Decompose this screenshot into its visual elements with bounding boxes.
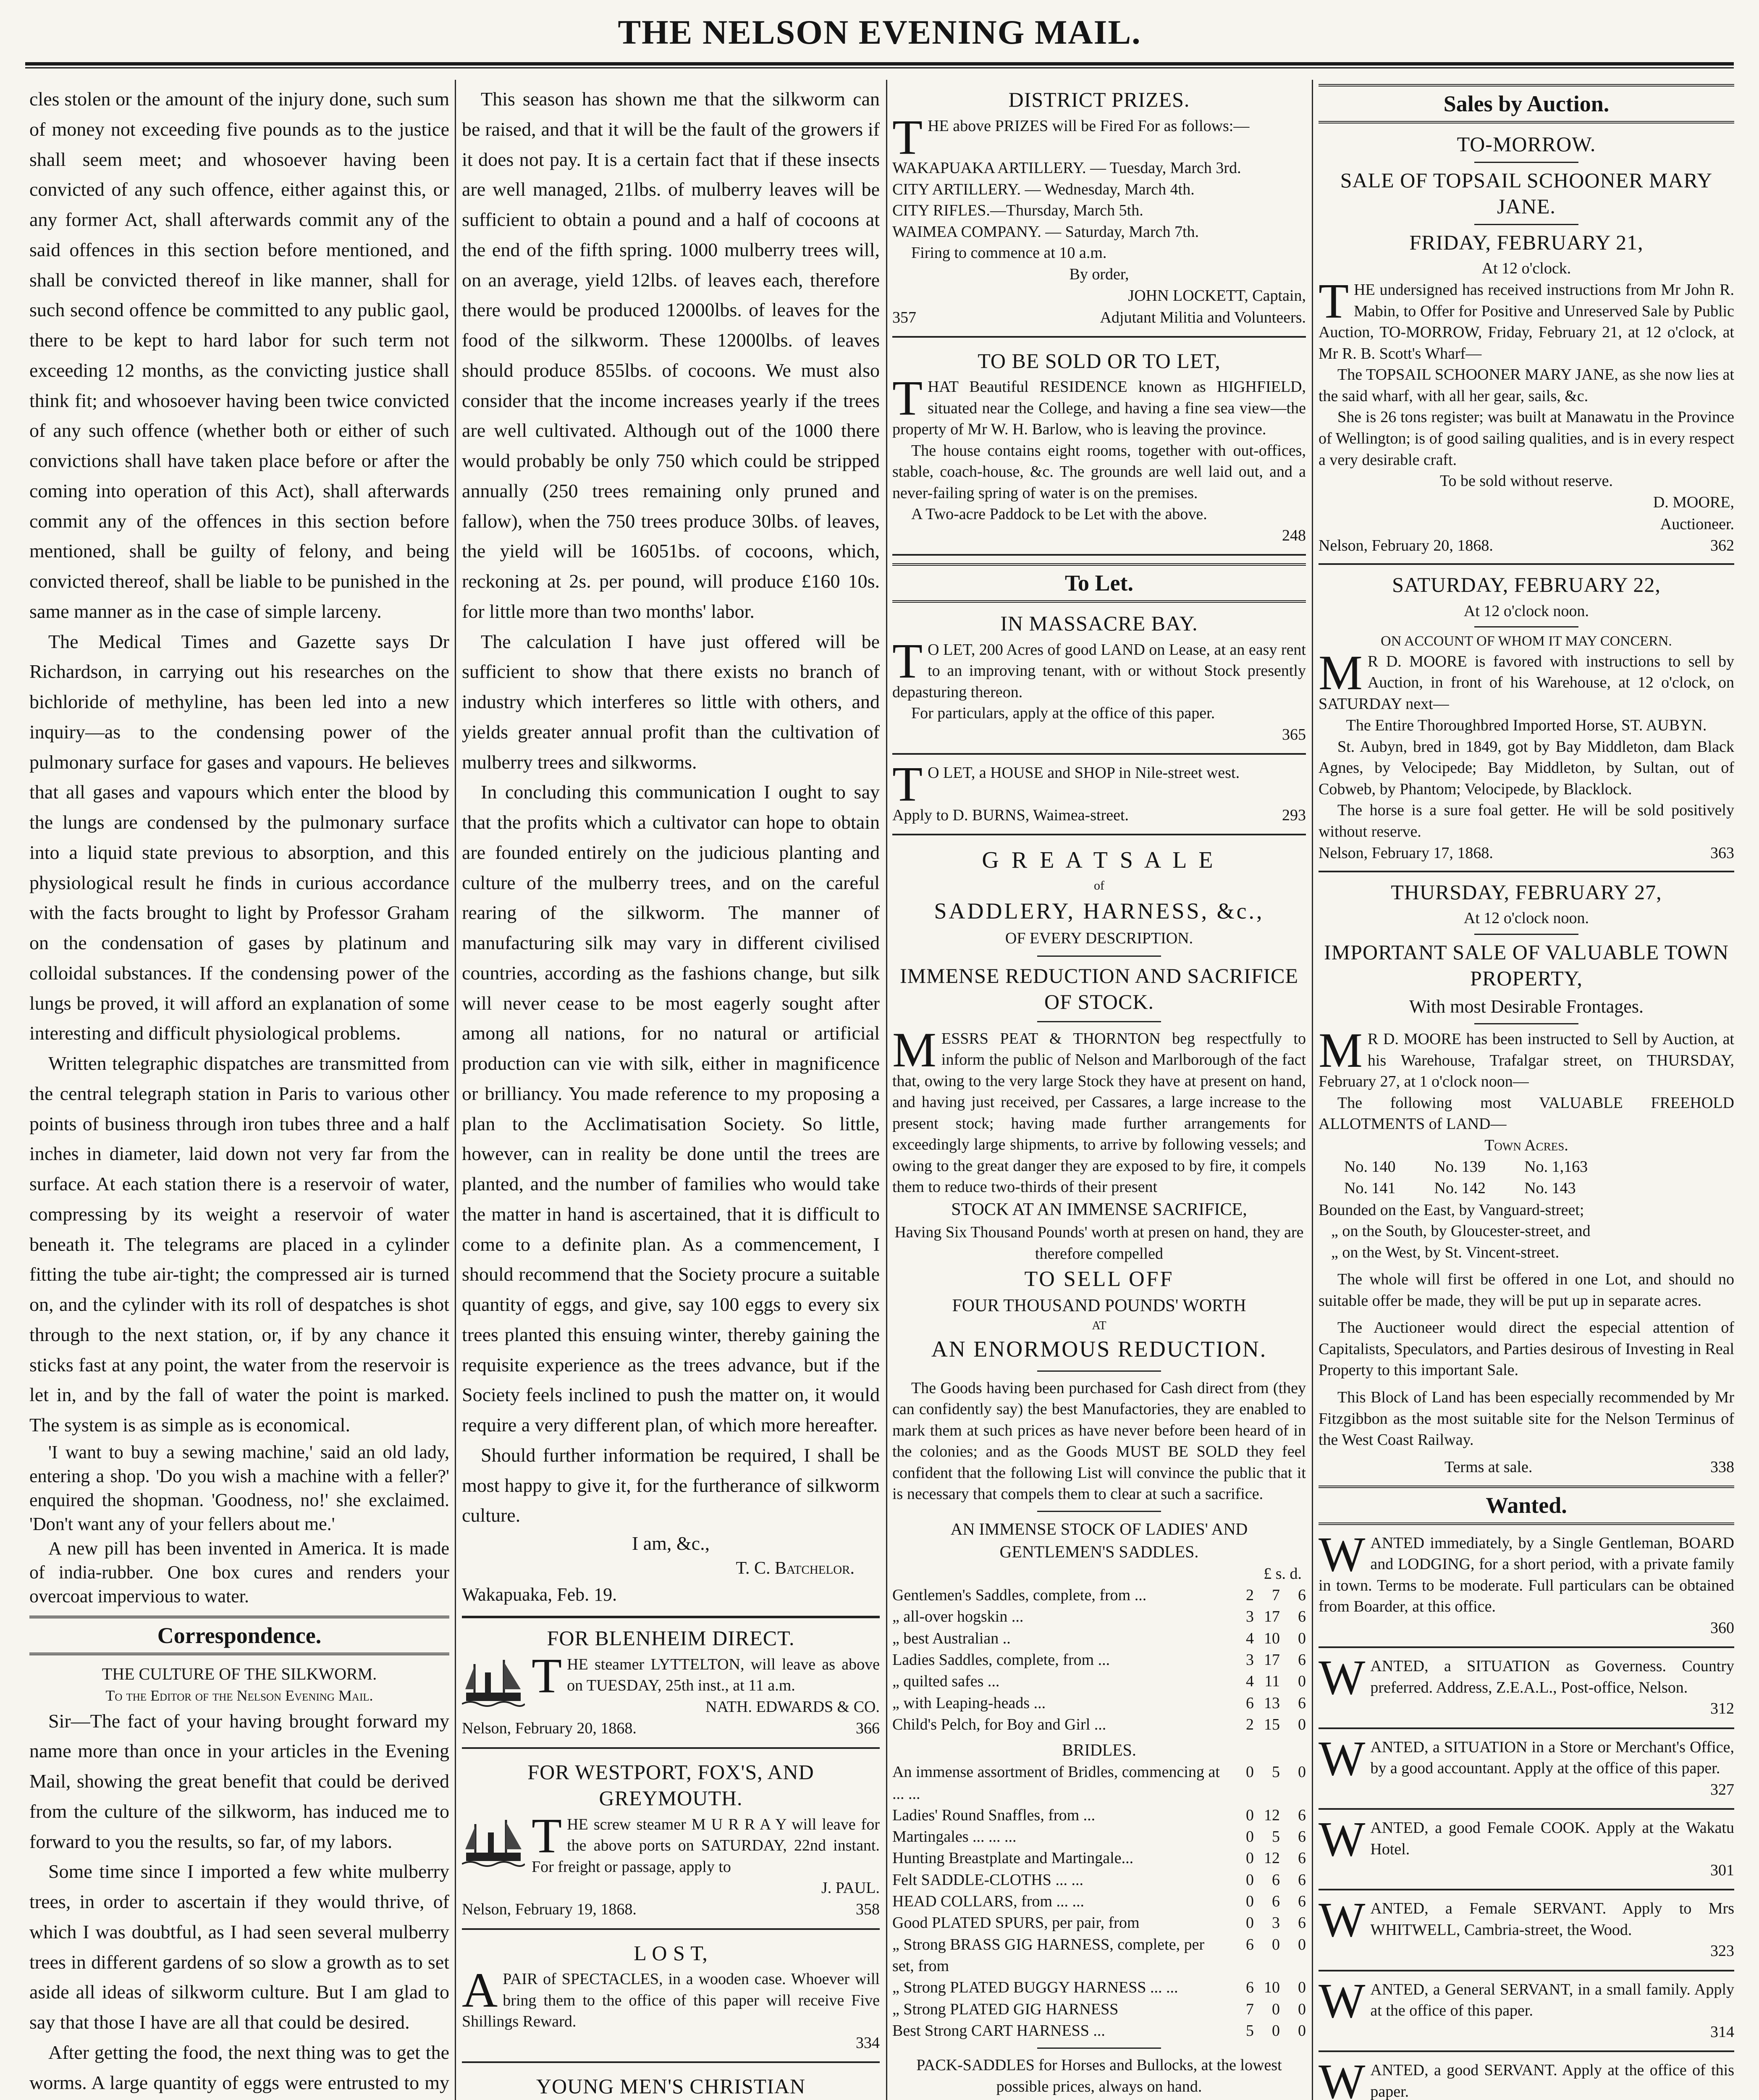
price-shillings: 7 — [1272, 1586, 1280, 1604]
newspaper-title: THE NELSON EVENING MAIL. — [618, 13, 1141, 51]
price-shillings: 10 — [1264, 1979, 1280, 1997]
price-shillings: 5 — [1272, 1828, 1280, 1846]
ad-line: CITY RIFLES.—Thursday, March 5th. — [892, 202, 1143, 220]
price-pence: 0 — [1298, 2021, 1306, 2040]
ad-residence: TO BE SOLD OR TO LET, T HAT Beautiful RESIDENCE known as HIGHFIELD, situated near the College, and having a fine sea view—the property of Mr W. H. Barlow, who is leaving the province. The house contains eight rooms, together with out-offices, stable, coach-house, &c. The grounds are well laid out, and a never-failing spring of water is on the premises. A Two-acre Paddock to be Let with the above. 248 — [892, 338, 1306, 556]
auction-body: The horse is a sure foal getter. He will be sold positively without reserve. — [1319, 801, 1734, 840]
auction-body: The following most VALUABLE FREEHOLD ALLOTMENTS of LAND— — [1319, 1094, 1734, 1133]
article-paragraph: Written telegraphic dispatches are transmitted from the central telegraph station in Paris to various other points of business through iron tubes three and a half inches in diameter, laid down not very far from the surface. At each station there is a reservoir of water, compressing by its weight a reservoir of water beneath it. The telegrams are placed in a cylinder fitting the tube air-tight; the compressed air is turned on, and the cylinder with its roll of despatches is shot through to the next station, or, if by any chance it sticks fast at any point, the water from the reservoir is let in, and by the fall of water the point is marked. The system is as simple as is economical. — [29, 1053, 449, 1436]
price-header: £ s. d. — [1264, 1564, 1302, 1583]
bridles-price-list — [892, 1761, 1306, 2042]
column-rule — [886, 80, 887, 2100]
auction-body: The whole will first be offered in one Lot, and should no suitable offer be made, they will be put up in separate acres. — [1319, 1270, 1734, 1310]
ad-number: 338 — [1710, 1458, 1734, 1476]
price-pence: 6 — [1298, 1608, 1306, 1626]
divider — [1037, 1021, 1161, 1022]
drop-cap: W — [1319, 1973, 1366, 2028]
price-row — [892, 1628, 1306, 1649]
ad-body: For particulars, apply at the office of this paper. — [911, 704, 1215, 722]
wanted-ad-body: ANTED immediately, by a Single Gentleman, BOARD and LODGING, for a short period, with a private family in town. Terms to be moderate. Full particulars can be obtained from Boarder, at this office. — [1319, 1534, 1734, 1616]
saddles-price-list — [892, 1585, 1306, 1735]
divider — [1037, 1511, 1161, 1512]
price-row — [892, 1805, 1306, 1826]
ad-lost: L O S T, A PAIR of SPECTACLES, in a wooden case. Whoever will bring them to the office of this paper will receive Five Shillings Reward. 334 — [462, 1930, 880, 2063]
ad-number: 358 — [856, 1900, 880, 1919]
price-item: „ best Australian .. — [892, 1629, 1011, 1647]
price-row — [892, 1585, 1306, 1606]
wanted-ad-body: ANTED, a General SERVANT, in a small family. Apply at the office of this paper. — [1370, 1980, 1734, 2020]
price-pence: 6 — [1298, 1694, 1306, 1712]
auction-body: The TOPSAIL SCHOONER MARY JANE, as she now lies at the said wharf, with all her gear, sails, &c. — [1319, 366, 1734, 405]
price-item: Felt SADDLE-CLOTHS ... ... — [892, 1871, 1083, 1889]
section-rule — [462, 1616, 880, 1618]
wanted-ad-body: ANTED, a good SERVANT. Apply at the office of this paper. — [1370, 2061, 1734, 2100]
ad-heading: SADDLERY, HARNESS, &c., — [934, 898, 1264, 924]
price-shillings: 12 — [1264, 1806, 1280, 1824]
letter-closing: I am, &c., — [632, 1533, 710, 1554]
ad-by-order: By order, — [1069, 265, 1129, 283]
section-heading-wanted: Wanted. — [1319, 1486, 1734, 1525]
ad-subheading: OF EVERY DESCRIPTION. — [1005, 929, 1193, 948]
price-pence: 6 — [1298, 1914, 1306, 1932]
price-pounds: 4 — [1246, 1629, 1254, 1647]
ad-line: Firing to commence at 10 a.m. — [911, 244, 1107, 262]
steamship-icon — [462, 1656, 525, 1710]
price-row — [892, 1977, 1306, 1998]
price-row — [892, 2020, 1306, 2042]
ad-body: HE steamer LYTTELTON, will leave as above on TUESDAY, 25th inst., at 11 a.m. — [567, 1655, 880, 1695]
price-shillings: 0 — [1272, 1935, 1280, 1953]
price-pounds: 3 — [1246, 1608, 1254, 1626]
auction-time: At 12 o'clock noon. — [1463, 909, 1589, 927]
wanted-ad — [1319, 1648, 1734, 1729]
divider — [1474, 934, 1578, 935]
price-pounds: 6 — [1246, 1979, 1254, 1997]
ad-number: 301 — [1710, 1861, 1734, 1880]
auction-subheading: Town Acres. — [1484, 1136, 1568, 1154]
auctioneer-name: D. MOORE, — [1653, 494, 1734, 512]
ad-line: CITY ARTILLERY. — Wednesday, March 4th. — [892, 180, 1195, 198]
auction-body: HE undersigned has received instructions from Mr John R. Mabin, to Offer for Positive and Unreserved Sale by Public Auction, TO-MORROW, Friday, February 21, at 12 o'clock, at Mr R. B. Scott's Wharf— — [1319, 281, 1734, 362]
price-pounds: 2 — [1246, 1715, 1254, 1733]
drop-cap: W — [1319, 2054, 1366, 2100]
ad-number: 312 — [1710, 1700, 1734, 1718]
auction-reserve: To be sold without reserve. — [1439, 472, 1613, 490]
price-pounds: 2 — [1246, 1586, 1254, 1604]
auction-time: At 12 o'clock noon. — [1463, 602, 1589, 620]
divider — [1037, 1370, 1161, 1372]
letter-place-date: Wakapuaka, Feb. 19. — [462, 1584, 617, 1605]
letter-paragraph: Should further information be required, I shall be most happy to give it, for the furtherance of silkworm culture. — [462, 1444, 880, 1526]
divider — [1474, 224, 1578, 225]
lot-cell: No. 139 — [1434, 1158, 1486, 1176]
masthead — [0, 0, 1759, 74]
column-1 — [29, 84, 449, 2100]
ad-number: 360 — [1710, 1619, 1734, 1637]
price-shillings: 6 — [1272, 1893, 1280, 1911]
auction-body: This Block of Land has been especially recommended by Mr Fitzgibbon as the most suitable site for the Nelson Terminus of the West Coast Railway. — [1319, 1388, 1734, 1449]
lot-cell: No. 140 — [1344, 1158, 1396, 1176]
price-row — [892, 1891, 1306, 1912]
ad-body: Apply to D. BURNS, Waimea-street. — [892, 806, 1129, 824]
ad-heading: FOR BLENHEIM DIRECT. — [547, 1626, 795, 1650]
price-row — [892, 1999, 1306, 2020]
auction-body: „ on the West, by St. Vincent-street. — [1331, 1243, 1560, 1261]
ad-line: STOCK AT AN IMMENSE SACRIFICE, — [951, 1200, 1247, 1219]
price-shillings: 17 — [1264, 1608, 1280, 1626]
auction-date: SATURDAY, FEBRUARY 22, — [1392, 573, 1661, 597]
price-item: HEAD COLLARS, from ... ... — [892, 1893, 1085, 1911]
auction-body: The Auctioneer would direct the especial attention of Capitalists, Speculators, and Parties desirous of Investing in Real Property to this important Sale. — [1319, 1319, 1734, 1379]
ad-number: 323 — [1710, 1942, 1734, 1960]
ad-line: FOUR THOUSAND POUNDS' WORTH — [952, 1296, 1246, 1316]
masthead-rule — [25, 62, 1734, 66]
wanted-ad — [1319, 1810, 1734, 1890]
auction-title: IMPORTANT SALE OF VALUABLE TOWN PROPERTY, — [1324, 940, 1729, 990]
ad-heading: L O S T, — [634, 1941, 708, 1965]
price-shillings: 6 — [1272, 1871, 1280, 1889]
wanted-ad-body: ANTED, a good Female COOK. Apply at the Wakatu Hotel. — [1370, 1819, 1734, 1858]
letter-paragraph: The calculation I have just offered will be sufficient to show that there exists no branch of industry which interferes so little with others, and yields greater annual profit than the cultivation of mulberry trees and silkworms. — [462, 630, 880, 773]
price-item: An immense assortment of Bridles, commencing at ... ... — [892, 1763, 1220, 1803]
ad-district-prizes: DISTRICT PRIZES. T HE above PRIZES will be Fired For as follows:— WAKAPUAKA ARTILLERY. — Tuesday, March 3rd. CITY ARTILLERY. — Wednesday, March 4th. CITY RIFLES.—Thursday, March 5th. WAIMEA COMPANY. — Saturday, March 7th. Firing to commence at 10 a.m. By order, JOHN LOCKETT, Captain, 357 Adjutant Militia and Volunteers. — [892, 87, 1306, 338]
price-pence: 6 — [1298, 1849, 1306, 1867]
price-shillings: 0 — [1272, 2000, 1280, 2018]
price-row — [892, 1826, 1306, 1848]
price-item: Child's Pelch, for Boy and Girl ... — [892, 1715, 1106, 1733]
drop-cap: W — [1319, 1730, 1366, 1786]
ad-heading: G R E A T S A L E — [982, 847, 1216, 874]
article-paragraph: The Medical Times and Gazette says Dr Richardson, in carrying out his researches on the bichloride of methyline, has been led into a new inquiry—as to the condensing power of the pulmonary surface for gases and vapours. He believes that all gases and vapours which enter the blood by the lungs are condensed by the pulmonary surface into a liquid state previous to absorption, and this physiological result he finds in curious accordance with the facts brought to light by Professor Graham on the condensation of gases by platinum and colloidal substances. If the condensing power of the lungs be proved, it will afford an explanation of some interesting and difficult physiological problems. — [29, 630, 449, 1044]
auction-body: R D. MOORE is favored with instructions to sell by Auction, in front of his Warehouse, at 12 o'clock, on SATURDAY next— — [1319, 652, 1734, 713]
price-pounds: 6 — [1246, 1935, 1254, 1953]
lot-cell: No. 141 — [1344, 1179, 1396, 1197]
drop-cap: W — [1319, 1650, 1366, 1705]
ad-heading: IMMENSE REDUCTION AND SACRIFICE OF STOCK. — [899, 963, 1299, 1014]
ad-of: of — [1094, 879, 1104, 893]
ad-line: WAIMEA COMPANY. — Saturday, March 7th. — [892, 223, 1199, 241]
price-pence: 0 — [1298, 1979, 1306, 1997]
ad-date: Nelson, February 19, 1868. — [462, 1900, 637, 1919]
price-item: „ all-over hogskin ... — [892, 1608, 1024, 1626]
ad-massacre-bay: IN MASSACRE BAY. T O LET, 200 Acres of good LAND on Lease, at an easy rent to an improving tenant, with or without Stock presently depasturing thereon. For particulars, apply at the office of this paper. 365 — [892, 610, 1306, 755]
ad-heading: DISTRICT PRIZES. — [1008, 88, 1190, 111]
price-shillings: 12 — [1264, 1849, 1280, 1867]
price-pence: 6 — [1298, 1828, 1306, 1846]
price-pounds: 0 — [1246, 1893, 1254, 1911]
ad-subheading: AN IMMENSE STOCK OF LADIES' AND GENTLEMEN'S SADDLES. — [950, 1519, 1248, 1561]
ad-blenheim: FOR BLENHEIM DIRECT. T HE steamer LYTTELTON, will leave as above on TUESDAY, 25th inst., at 11 a.m. NATH. EDWARDS & CO. Nelson, February 20, 1868. 366 — [462, 1625, 880, 1748]
article-paragraph: cles stolen or the amount of the injury done, such sum of money not exceeding five pounds as to the justice shall seem meet; and whosoever having been convicted of any such offence, either against this, or any former Act, shall afterwards commit any of the said offences in this section before mentioned, and shall be convicted thereof in like manner, shall for such second offence be committed to any public gaol, there to be kept to hard labor for such term not exceeding 12 months, as the convicting justice shall think fit; and whosoever having been twice convicted of any such offence (whether both or either of such convictions shall have taken place before or after the coming into operation of this Act), shall afterwards commit any of the offences in this section before mentioned, shall be guilty of felony, and being convicted thereof, shall be liable to be punished in the same manner as in the case of simple larceny. — [29, 88, 449, 622]
price-pounds: 5 — [1246, 2021, 1254, 2040]
ad-number: 248 — [1282, 527, 1306, 545]
price-item: „ quilted safes ... — [892, 1672, 1000, 1690]
drop-cap: W — [1319, 1526, 1366, 1582]
steamship-icon — [462, 1816, 525, 1870]
price-pence: 6 — [1298, 1651, 1306, 1669]
lot-cell: No. 143 — [1524, 1179, 1576, 1197]
auction-notice-date: Nelson, February 20, 1868. — [1319, 536, 1493, 554]
price-pence: 6 — [1298, 1871, 1306, 1889]
price-pounds: 0 — [1246, 1849, 1254, 1867]
ad-number: 293 — [1282, 806, 1306, 824]
wanted-ad — [1319, 2052, 1734, 2100]
ad-body: A Two-acre Paddock to be Let with the above. — [911, 505, 1207, 523]
price-shillings: 11 — [1264, 1672, 1280, 1690]
ad-heading: YOUNG MEN'S CHRISTIAN — [536, 2074, 806, 2098]
price-item: Best Strong CART HARNESS ... — [892, 2021, 1105, 2040]
anecdote-paragraph: 'I want to buy a sewing machine,' said an old lady, entering a shop. 'Do you wish a machine with a feller?' enquired the shopman. 'Goodness, no!' she exclaimed. 'Don't want any of your fellers about me.' — [29, 1441, 449, 1535]
auction-day: TO-MORROW. — [1457, 132, 1596, 156]
price-item: „ Strong PLATED GIG HARNESS — [892, 2000, 1119, 2018]
price-pounds: 0 — [1246, 1871, 1254, 1889]
ad-number: 366 — [856, 1719, 880, 1738]
letter-addressee: To the Editor of the Nelson Evening Mail. — [105, 1687, 373, 1704]
auction-title: SALE OF TOPSAIL SCHOONER MARY JANE. — [1340, 168, 1713, 218]
ad-body: O LET, a HOUSE and SHOP in Nile-street west. — [928, 764, 1240, 782]
price-pence: 0 — [1298, 1672, 1306, 1690]
column-4: Sales by Auction. TO-MORROW. SALE OF TOPSAIL SCHOONER MARY JANE. FRIDAY, FEBRUARY 21, At 12 o'clock. T HE undersigned has received instructions from Mr John R. Mabin, to Offer for Positive and Unreserved Sale by Public Auction, TO-MORROW, Friday, February 21, at 12 o'clock, at Mr R. B. Scott's Wharf— The TOPSAIL SCHOONER MARY JANE, as she now lies at the said wharf, with all her gear, sails, &c. She is 26 tons register; was built at Manawatu in the Province of Wellington; is of good sailing qualities, and is in every respect a very desirable craft. To be sold without reserve. D. MOORE, Auctioneer. Nelson, February 20, 1868. 362 SATURDAY, FEBRUARY 22, At 12 o'clock noon. ON ACCOUNT OF WHOM IT MAY CONCERN. M R D. MOORE is favored with instructions to sell by Auction, in front of his Warehouse, at 12 o'clock, on SATURDAY next— The Entire Thoroughbred Imported Horse, ST. AUBYN. St. Aubyn, bred in 1849, got by Bay Middleton, dam Black Agnes, by Velocipede; Bay Middleton, by Sultan, out of Cobweb, by Phantom; Velocipede, by Blacklock. The horse is a sure foal getter. He will be sold positively without reserve. Nelson, February 17, 1868. 363 THURSDAY, FEBRUARY 27, At 12 o'clock noon. IMPORTANT SALE OF VALUABLE TOWN PROPERTY, With most Desirable Frontages. M R D. MOORE has been instructed to Sell by Auction, at his Warehouse, Trafalgar street, on THURSDAY, February 27, at 1 o'clock noon— The following most VALUABLE FREEHOLD ALLOTMENTS of LAND— Town Acres. No. 140 No. 139 No. 1,163 No. 141 No. 142 No. 143 Bounded on the East, by Vanguard-street; „ on the South, by Gloucester-street, and „ on the West, by St. Vincent-street. The whole will first be offered in one Lot, and should no suitable offer be made, they will be put up in separate acres. The Auctioneer would direct the especial attention of Capitalists, Speculators, and Parties desirous of Investing in Real Property to this important Sale. This Block of Land has been especially recommended by Mr Fitzgibbon as the most suitable site for the Nelson Terminus of the West Coast Railway. Terms at sale. 338 Wanted. W ANTED immediately, by a Single Gentleman, BOARD and LODGING, for a short period, with a private family in town. Terms to be moderate. Full particulars can be obtained from Boarder, at this office. 360 W ANTED, a SITUATION as Governess. Country preferred. Address, Z.E.A.L., Post-office, Nelson. 312 W ANTED, a SITUATION in a Store or Merchant's Office, by a good accountant. Apply at the office of this paper. 327 W ANTED, a good Female COOK. Apply at the Wakatu Hotel. 301 W ANTED, a Female SERVANT. Apply to Mrs WHITWELL, Cambria-street, the Wood. 323 W ANTED, a General SERVANT, in a small family. Apply at the office of this paper. 314 W ANTED, a good SERVANT. Apply at the office of this paper. — [1319, 84, 1734, 2100]
ad-subheading: BRIDLES. — [1062, 1740, 1136, 1760]
anecdote-paragraph: A new pill has been invented in America. It is made of india-rubber. One box cures and renders your overcoat impervious to water. — [29, 1538, 449, 1606]
ad-number: 357 — [892, 308, 916, 326]
price-row — [892, 1869, 1306, 1891]
price-pence: 6 — [1298, 1806, 1306, 1824]
wanted-ad — [1319, 1729, 1734, 1810]
ad-body: O LET, 200 Acres of good LAND on Lease, at an easy rent to an improving tenant, with or without Stock presently depasturing thereon. — [892, 640, 1306, 701]
divider — [1037, 956, 1161, 957]
price-pence: 0 — [1298, 1935, 1306, 1953]
auction-date: THURSDAY, FEBRUARY 27, — [1391, 880, 1662, 904]
price-row — [892, 1693, 1306, 1714]
ad-heading: FOR WESTPORT, FOX'S, AND GREYMOUTH. — [527, 1760, 814, 1810]
auction-date: FRIDAY, FEBRUARY 21, — [1409, 230, 1644, 254]
letter-title: THE CULTURE OF THE SILKWORM. — [102, 1664, 377, 1684]
price-pounds: 6 — [1246, 1694, 1254, 1712]
price-item: Good PLATED SPURS, per pair, from — [892, 1914, 1140, 1932]
auction-body: R D. MOORE has been instructed to Sell by Auction, at his Warehouse, Trafalgar street, on THURSDAY, February 27, at 1 o'clock noon— — [1319, 1030, 1734, 1091]
auctioneer-role: Auctioneer. — [1660, 515, 1734, 533]
ad-number: 327 — [1710, 1780, 1734, 1798]
price-shillings: 17 — [1264, 1651, 1280, 1669]
price-pounds: 4 — [1246, 1672, 1254, 1690]
auction-body: The Entire Thoroughbred Imported Horse, ST. AUBYN. — [1346, 716, 1707, 734]
wanted-ad-body: ANTED, a SITUATION in a Store or Merchant's Office, by a good accountant. Apply at the office of this paper. — [1370, 1738, 1734, 1777]
column-rule — [1312, 80, 1313, 2100]
price-item: Hunting Breastplate and Martingale... — [892, 1849, 1134, 1867]
price-shillings: 10 — [1264, 1629, 1280, 1647]
price-item: „ Strong PLATED BUGGY HARNESS ... ... — [892, 1979, 1178, 1997]
lot-cell: No. 1,163 — [1524, 1158, 1588, 1176]
divider — [1319, 871, 1734, 872]
price-pence: 0 — [1298, 1629, 1306, 1647]
price-item: „ with Leaping-heads ... — [892, 1694, 1046, 1712]
ad-body: HE screw steamer M U R R A Y will leave for the above ports on SATURDAY, 22nd instant. For freight or passage, apply to — [532, 1815, 880, 1876]
wanted-ad — [1319, 1890, 1734, 1971]
price-item: Gentlemen's Saddles, complete, from ... — [892, 1586, 1147, 1604]
auction-account: ON ACCOUNT OF WHOM IT MAY CONCERN. — [1381, 633, 1672, 649]
price-row — [892, 1934, 1306, 1977]
section-heading-to-let: To Let. — [892, 563, 1306, 603]
price-pence: 0 — [1298, 1715, 1306, 1733]
price-row — [892, 1606, 1306, 1628]
divider — [1319, 563, 1734, 565]
letter-paragraph: Some time since I imported a few white mulberry trees, in order to ascertain if they would thrive, of which I was doubtful, as I had seen several mulberry trees in different gardens of so slow a growth as to set aside all ideas of silkworm culture. But I am glad to say that those I have are all that could be desired. — [29, 1861, 449, 2033]
wanted-ad-body: ANTED, a Female SERVANT. Apply to Mrs WHITWELL, Cambria-street, the Wood. — [1370, 1900, 1734, 1939]
ad-line: WAKAPUAKA ARTILLERY. — Tuesday, March 3rd. — [892, 159, 1241, 177]
ad-line: AT — [1092, 1319, 1106, 1332]
ad-line: AN ENORMOUS REDUCTION. — [931, 1336, 1267, 1362]
wanted-ad — [1319, 1971, 1734, 2052]
auction-subtitle: With most Desirable Frontages. — [1409, 996, 1644, 1017]
ad-body: HAT Beautiful RESIDENCE known as HIGHFIELD, situated near the College, and having a fine sea view—the property of Mr W. H. Barlow, who is leaving the province. — [892, 378, 1306, 438]
price-pounds: 0 — [1246, 1806, 1254, 1824]
price-pence: 0 — [1298, 1763, 1306, 1781]
auction-notice-date: Nelson, February 17, 1868. — [1319, 844, 1493, 862]
column-rule — [455, 80, 456, 2100]
divider — [1037, 2048, 1161, 2049]
drop-cap: W — [1319, 1811, 1366, 1866]
divider — [1474, 626, 1578, 627]
price-item: Ladies' Round Snaffles, from ... — [892, 1806, 1096, 1824]
ad-body: The Goods having been purchased for Cash direct from (they can confidently say) the best Manufactories, they are enabled to mark them at such prices as have never before been heard of in the colonies; and as the Goods MUST BE SOLD they feel confident that the following List will convince the public that it is necessary that compels them to clear at such a sacrifice. — [892, 1379, 1306, 1503]
ad-ymca — [462, 2063, 880, 2100]
ad-house-shop: T O LET, a HOUSE and SHOP in Nile-street west. Apply to D. BURNS, Waimea-street. 293 — [892, 755, 1306, 835]
auction-body: St. Aubyn, bred in 1849, got by Bay Middleton, dam Black Agnes, by Velocipede; Bay Middleton, by Sultan, out of Cobweb, by Phantom; Velocipede, by Blacklock. — [1319, 738, 1734, 798]
auction-body: She is 26 tons register; was built at Manawatu in the Province of Wellington; is of good sailing qualities, and is in every respect a very desirable craft. — [1319, 408, 1734, 469]
price-item: Martingales ... ... ... — [892, 1828, 1017, 1846]
lot-cell: No. 142 — [1434, 1179, 1486, 1197]
wanted-list — [1319, 1526, 1734, 2100]
ad-number: 362 — [1710, 536, 1734, 554]
ad-body: ESSRS PEAT & THORNTON beg respectfully to inform the public of Nelson and Marlborough of the fact that, owing to the very large Stock they have at present on hand, and having just received, per Cassares, a large increase to the present stock; having made further arrangements for exceedingly large shipments, to arrive by following vessels; and owing to the great danger they are exposed to by fire, it compels them to reduce two-thirds of their present — [892, 1029, 1306, 1196]
wanted-ad-body: ANTED, a SITUATION as Governess. Country preferred. Address, Z.E.A.L., Post-office, Nelson. — [1370, 1657, 1734, 1696]
ad-westport: FOR WESTPORT, FOX'S, AND GREYMOUTH. T HE screw steamer M U R R A Y will leave for the above ports on SATURDAY, 22nd instant. For freight or passage, apply to J. PAUL. Nelson, February 19, 1868. 358 — [462, 1749, 880, 1930]
ad-agent: J. PAUL. — [821, 1879, 880, 1897]
ad-body: The house contains eight rooms, together with out-offices, stable, coach-house, &c. The grounds are well laid out, and a never-failing spring of water is on the premises. — [892, 441, 1306, 502]
section-heading-auction: Sales by Auction. — [1319, 84, 1734, 123]
wanted-ad — [1319, 1526, 1734, 1648]
price-row — [892, 1649, 1306, 1671]
drop-cap: W — [1319, 1892, 1366, 1948]
price-row — [892, 1671, 1306, 1692]
ad-line: TO SELL OFF — [1024, 1267, 1174, 1292]
ad-line: Having Six Thousand Pounds' worth at presen on hand, they are therefore compelled — [894, 1223, 1304, 1263]
letter-paragraph: After getting the food, the next thing was to get the worms. A large quantity of eggs were entrusted to my — [29, 2041, 449, 2093]
auction-time: At 12 o'clock. — [1481, 260, 1571, 277]
price-row — [892, 1714, 1306, 1735]
price-shillings: 5 — [1272, 1763, 1280, 1781]
ad-agent: NATH. EDWARDS & CO. — [705, 1698, 880, 1716]
price-pounds: 0 — [1246, 1763, 1254, 1781]
town-acres-table — [1344, 1156, 1635, 1200]
price-item: Ladies Saddles, complete, from ... — [892, 1651, 1110, 1669]
divider — [1474, 162, 1578, 163]
letter-paragraph: In concluding this communication I ought to say that the profits which a cultivator can hope to obtain are founded entirely on the judicious planting and culture of the mulberry trees, and on the careful rearing of the silkworm. The manner of manufacturing silk may vary in different civilised countries, according as the fashions change, but silk will never cease to be most eagerly sought after among all nations, for no natural or artificial production can vie with silk, either in magnificence or brilliancy. You made reference to my proposing a plan to the Acclimatisation Society. So little, however, can in reality be done until the trees are planted, and the number of families who would take the matter in hand is ascertained, that it is difficult to come to a definite plan. As a commencement, I should recommend that the Society procure a suitable quantity of eggs, and give, say 100 eggs to every six trees planted this ensuing winter, thereby gaining the requisite experience as the trees advance, but if the Society feels inclined to push the matter on, it would require a very different plan, of which more hereafter. — [462, 781, 880, 1436]
ad-signatory: JOHN LOCKETT, Captain, — [1128, 287, 1306, 305]
price-shillings: 15 — [1264, 1715, 1280, 1733]
price-row — [892, 1761, 1306, 1805]
ad-number: 365 — [1282, 725, 1306, 743]
price-item: „ Strong BRASS GIG HARNESS, complete, per set, from — [892, 1935, 1205, 1975]
divider — [1474, 1023, 1578, 1024]
letter-paragraph: Sir—The fact of your having brought forward my name more than once in your articles in the Evening Mail, showing the great benefit that could be derived from the culture of the silkworm, has induced me to forward to you the results, so far, of my labors. — [29, 1710, 449, 1852]
ad-role: Adjutant Militia and Volunteers. — [1100, 308, 1306, 326]
ad-heading: TO BE SOLD OR TO LET, — [978, 349, 1221, 373]
letter-paragraph: This season has shown me that the silkworm can be raised, and that it will be the fault of the growers if it does not pay. It is a certain fact that if these insects are well managed, 21lbs. of mulberry leaves will be sufficient to obtain a pound and a half of cocoons at the end of the fifth spring. 1000 mulberry trees will, on an average, yield 12lbs. of leaves each, therefore there would be produced 12000lbs. of leaves for the food of the silkworm. These 12000lbs. of leaves should produce 855lbs. of cocoons. We must also consider that the income increases yearly if the trees are well cultivated. Although out of the 1000 there would probably be only 750 which could be stripped annually (250 trees remaining only pruned and fallow), when the 750 trees produce 30lbs. of leaves, the yield will be 16051bs. of cocoons, which, reckoning at 2s. per pound, will produce £160 10s. for little more than two months' labor. — [462, 88, 880, 622]
price-shillings: 0 — [1272, 2021, 1280, 2040]
ad-body: HE above PRIZES will be Fired For as follows:— — [928, 117, 1250, 135]
ad-date: Nelson, February 20, 1868. — [462, 1719, 637, 1738]
price-row — [892, 1912, 1306, 1934]
price-shillings: 13 — [1264, 1694, 1280, 1712]
price-row — [892, 1848, 1306, 1869]
ad-heading: IN MASSACRE BAY. — [1000, 612, 1198, 635]
masthead-rule-thin — [25, 67, 1734, 68]
ad-body: PAIR of SPECTACLES, in a wooden case. Whoever will bring them to the office of this paper will receive Five Shillings Reward. — [462, 1970, 880, 2031]
letter-signature: T. C. Batchelor. — [736, 1559, 855, 1578]
auction-terms: Terms at sale. — [1444, 1458, 1533, 1476]
ad-line: PACK-SADDLES for Horses and Bullocks, at the lowest possible prices, always on hand. — [916, 2056, 1282, 2096]
column-3 — [892, 84, 1306, 2100]
price-pence: 6 — [1298, 1893, 1306, 1911]
column-2 — [462, 84, 880, 2100]
auction-body: „ on the South, by Gloucester-street, and — [1331, 1222, 1591, 1240]
auction-body: Bounded on the East, by Vanguard-street; — [1319, 1201, 1584, 1219]
ad-great-sale: G R E A T S A L E of SADDLERY, HARNESS, &c., OF EVERY DESCRIPTION. IMMENSE REDUCTION AND SACRIFICE OF STOCK. M ESSRS PEAT & THORNTON beg respectfully to inform the public of Nelson and Marlborough of the fact that, owing to the very large Stock they have at present on hand, and having just received, per Cassares, a large increase to the present stock; having made further arrangements for exceedingly large shipments, to arrive by following vessels; and owing to the great danger they are exposed to by fire, it compels them to reduce two-thirds of their present STOCK AT AN IMMENSE SACRIFICE, Having Six Thousand Pounds' worth at presen on hand, they are therefore compelled TO SELL OFF FOUR THOUSAND POUNDS' WORTH AT AN ENORMOUS REDUCTION. The Goods having been purchased for Cash direct from (they can confidently say) the best Manufactories, they are enabled to mark them at such prices as have never before been heard of in the colonies; and as the Goods MUST BE SOLD they feel confident that the following List will convince the public that it is necessary that compels them to clear at such a sacrifice. AN IMMENSE STOCK OF LADIES' AND GENTLEMEN'S SADDLES. £ s. d. Gentlemen's Saddles, complete, from ... 2 7 6 „ all-over hogskin ... 3 17 6 „ best Australian .. 4 10 0 Ladies Saddles, complete, from ... 3 17 6 „ quilted safes ... 4 11 0 „ with Leaping-heads ... 6 13 6 Child's Pelch, for Boy and Girl ... 2 15 0 BRIDLES. An immense assortment of Bridles, commencing at ... ... 0 5 0 Ladies' Round Snaffles, from ... 0 12 6 Martingales ... ... ... 0 5 6 Hunting Breastplate and Martingale... 0 12 6 Felt SADDLE-CLOTHS ... ... 0 6 6 HEAD COLLARS, from ... ... 0 6 6 Good PLATED SPURS, per pair, from 0 3 6 „ Strong BRASS GIG HARNESS, complete, per set, from 6 0 0 „ Strong PLATED BUGGY HARNESS ... ... 6 10 0 „ Strong PLATED GIG HARNESS 7 0 0 Best Strong CART HARNESS ... 5 0 0 PACK-SADDLES for Horses and Bullocks, at the lowest possible prices, always on hand. — [892, 835, 1306, 2100]
ad-number: 363 — [1710, 844, 1734, 862]
ad-number: 314 — [1710, 2023, 1734, 2041]
price-pounds: 3 — [1246, 1651, 1254, 1669]
ad-number: 334 — [856, 2034, 880, 2052]
price-pounds: 7 — [1246, 2000, 1254, 2018]
price-pounds: 0 — [1246, 1914, 1254, 1932]
price-pence: 6 — [1298, 1586, 1306, 1604]
price-pounds: 0 — [1246, 1828, 1254, 1846]
section-heading-correspondence: Correspondence. — [29, 1616, 449, 1655]
price-pence: 0 — [1298, 2000, 1306, 2018]
price-shillings: 3 — [1272, 1914, 1280, 1932]
